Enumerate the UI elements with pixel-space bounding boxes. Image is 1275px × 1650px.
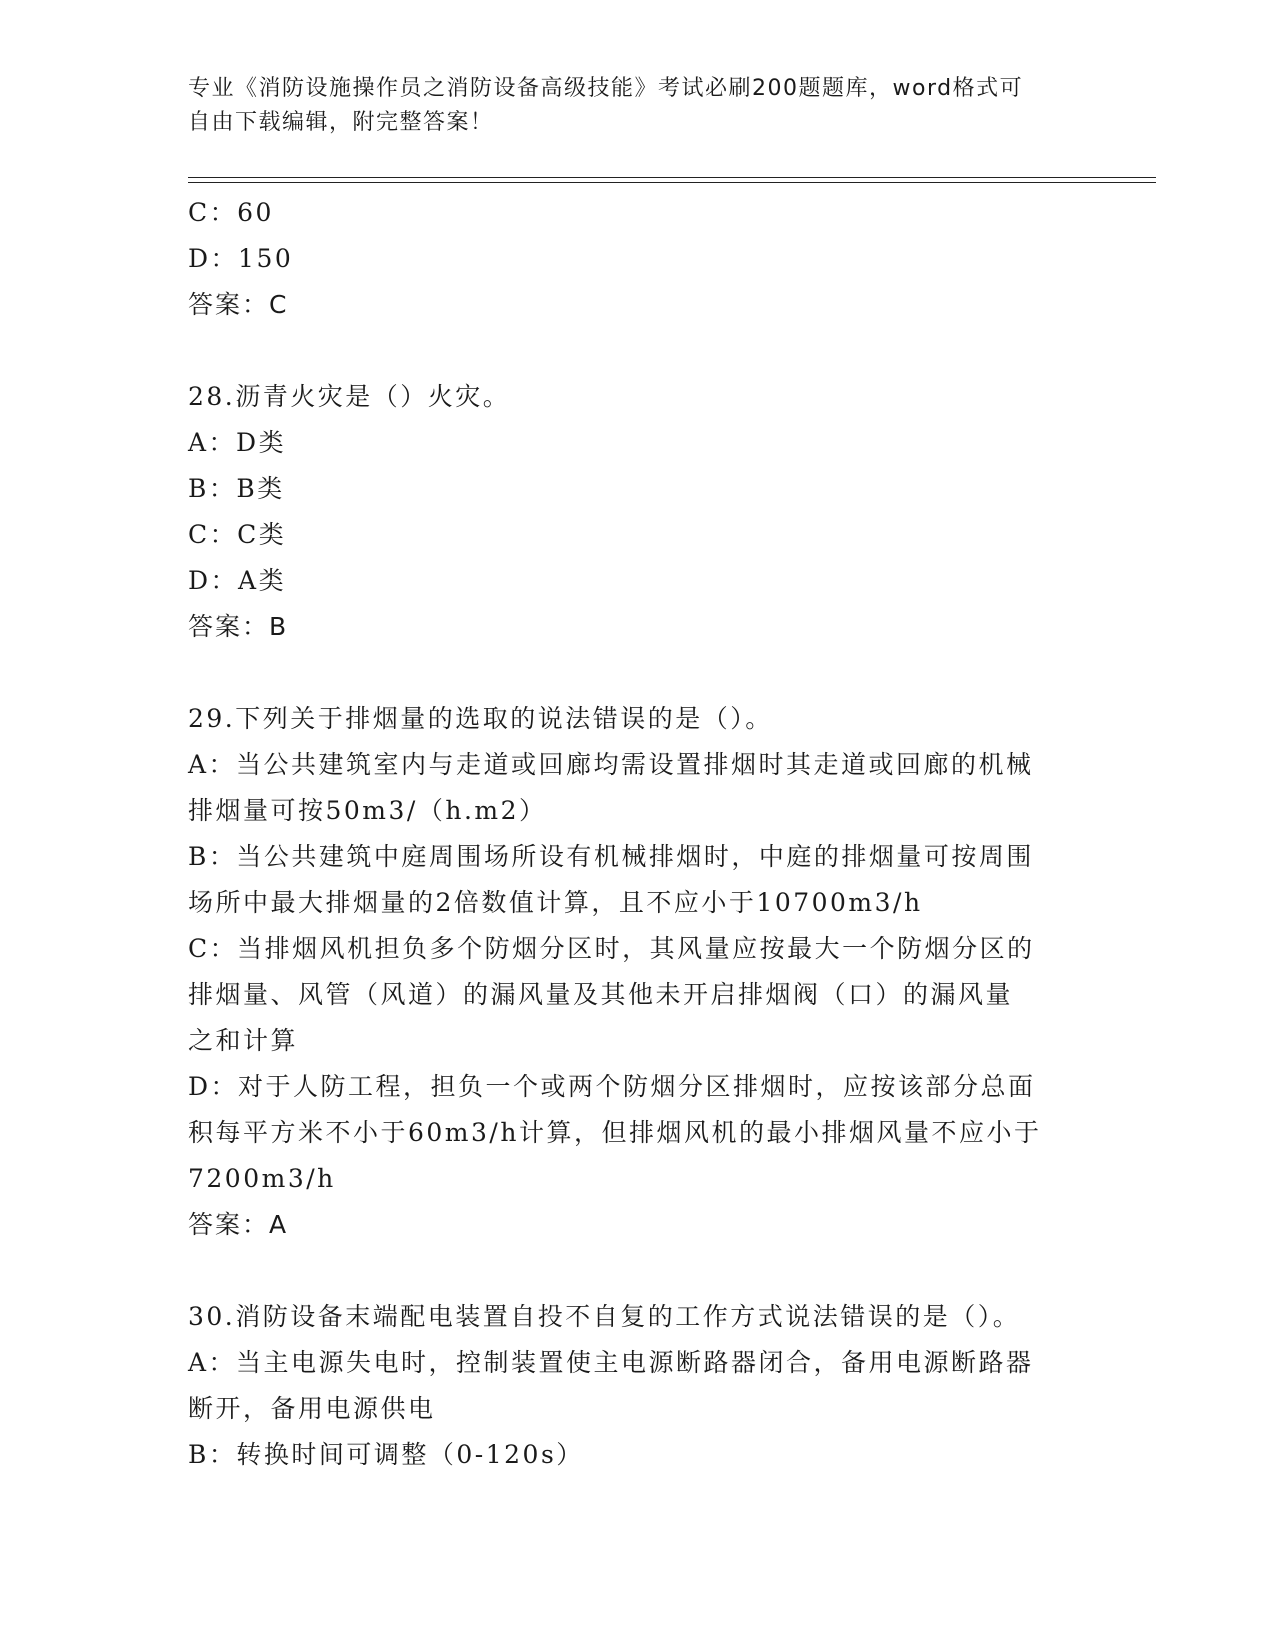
option-d-continued: 积每平方米不小于60m3/h计算，但排烟风机的最小排烟风量不应小于: [188, 1118, 1042, 1147]
option-c: C：60: [188, 198, 274, 227]
answer-line: 答案：C: [188, 290, 289, 319]
answer-line: 答案：B: [188, 612, 289, 641]
spacer: [188, 1248, 1088, 1294]
option-c: C：C类: [188, 520, 287, 549]
option-c-continued: 排烟量、风管（风道）的漏风量及其他未开启排烟阀（口）的漏风量: [188, 980, 1014, 1009]
header-title-line-2: 自由下载编辑，附完整答案！: [188, 110, 494, 135]
option-b: B：B类: [188, 474, 285, 503]
question-29: [188, 696, 1088, 1248]
option-d: D：对于人防工程，担负一个或两个防烟分区排烟时，应按该部分总面: [188, 1072, 1036, 1101]
question-30: [188, 1294, 1088, 1478]
option-c-continued: 之和计算: [188, 1026, 299, 1055]
option-d: D：150: [188, 244, 294, 273]
option-d: D：A类: [188, 566, 287, 595]
question-27-tail: [188, 190, 1088, 328]
option-b-continued: 场所中最大排烟量的2倍数值计算，且不应小于10700m3/h: [188, 888, 923, 917]
document-header: [188, 72, 1088, 140]
header-rule-top: [188, 177, 1156, 178]
option-a-continued: 断开，备用电源供电: [188, 1394, 436, 1423]
option-a: A：D类: [188, 428, 287, 457]
spacer: [188, 328, 1088, 374]
spacer: [188, 650, 1088, 696]
header-rule-bottom: [188, 182, 1156, 183]
question-28: [188, 374, 1088, 650]
option-b: B：当公共建筑中庭周围场所设有机械排烟时，中庭的排烟量可按周围: [188, 842, 1034, 871]
option-b: B：转换时间可调整（0-120s）: [188, 1440, 584, 1469]
question-stem: 29.下列关于排烟量的选取的说法错误的是（）。: [188, 704, 773, 733]
answer-line: 答案：A: [188, 1210, 289, 1239]
question-stem: 30.消防设备末端配电装置自投不自复的工作方式说法错误的是（）。: [188, 1302, 1021, 1331]
option-a-continued: 排烟量可按50m3/（h.m2）: [188, 796, 547, 825]
option-d-continued: 7200m3/h: [188, 1164, 336, 1193]
option-a: A：当公共建筑室内与走道或回廊均需设置排烟时其走道或回廊的机械: [188, 750, 1034, 779]
option-c: C：当排烟风机担负多个防烟分区时，其风量应按最大一个防烟分区的: [188, 934, 1035, 963]
header-title-line-1: 专业《消防设施操作员之消防设备高级技能》考试必刷200题题库，word格式可: [188, 76, 1024, 101]
document-body: [188, 190, 1088, 1478]
question-stem: 28.沥青火灾是（）火灾。: [188, 382, 511, 411]
option-a: A：当主电源失电时，控制装置使主电源断路器闭合，备用电源断路器: [188, 1348, 1034, 1377]
